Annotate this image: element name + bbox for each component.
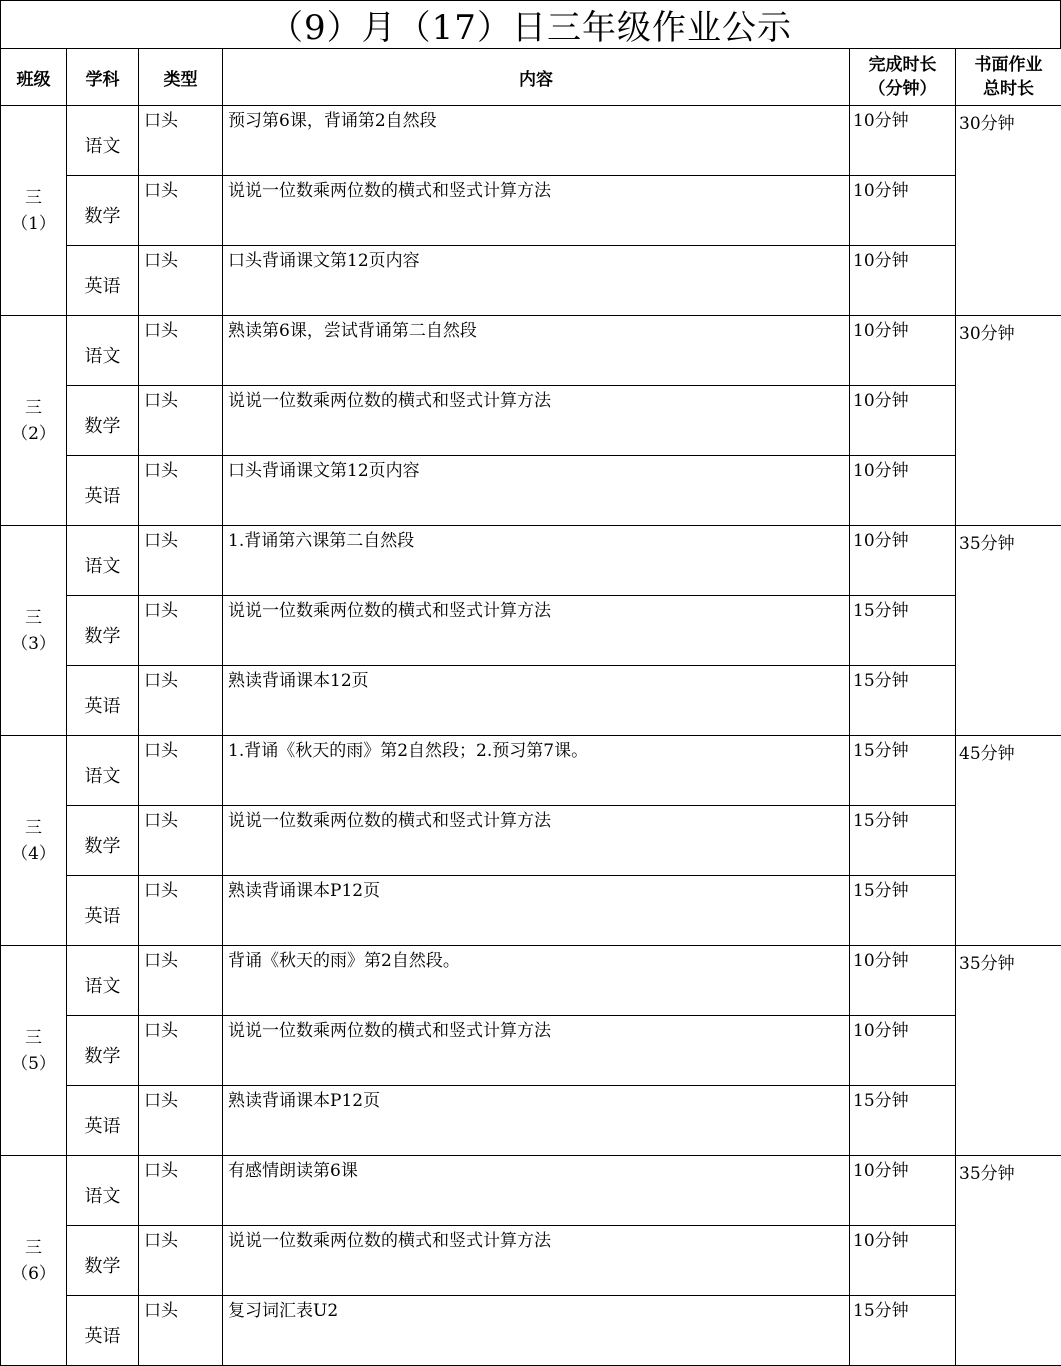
duration-cell: 10分钟 [850, 246, 956, 316]
header-subject: 学科 [67, 49, 139, 106]
subject-cell: 英语 [67, 246, 139, 316]
content-cell: 说说一位数乘两位数的横式和竖式计算方法 [223, 1226, 850, 1296]
header-duration [850, 49, 956, 106]
duration-cell: 15分钟 [850, 876, 956, 946]
type-cell: 口头 [139, 176, 223, 246]
content-cell: 口头背诵课文第12页内容 [223, 246, 850, 316]
table-row [1, 1226, 1061, 1296]
table-row [1, 736, 1061, 806]
duration-cell: 15分钟 [850, 806, 956, 876]
subject-cell: 英语 [67, 456, 139, 526]
content-cell: 背诵《秋天的雨》第2自然段。 [223, 946, 850, 1016]
homework-table [0, 48, 1061, 1366]
content-cell: 复习词汇表U2 [223, 1296, 850, 1366]
class-grade: 三 [1, 815, 66, 841]
table-row [1, 806, 1061, 876]
content-cell: 预习第6课，背诵第2自然段 [223, 106, 850, 176]
type-cell: 口头 [139, 1086, 223, 1156]
type-cell: 口头 [139, 1226, 223, 1296]
subject-cell: 英语 [67, 876, 139, 946]
type-cell: 口头 [139, 806, 223, 876]
subject-cell: 数学 [67, 176, 139, 246]
duration-cell: 10分钟 [850, 1016, 956, 1086]
type-cell: 口头 [139, 1016, 223, 1086]
subject-cell: 数学 [67, 806, 139, 876]
table-row [1, 1016, 1061, 1086]
subject-cell: 数学 [67, 596, 139, 666]
table-row [1, 526, 1061, 596]
total-cell: 35分钟 [956, 526, 1061, 736]
type-cell: 口头 [139, 246, 223, 316]
duration-cell: 10分钟 [850, 106, 956, 176]
subject-cell: 语文 [67, 736, 139, 806]
table-row [1, 1156, 1061, 1226]
header-class: 班级 [1, 49, 67, 106]
class-cell [1, 946, 67, 1156]
duration-cell: 10分钟 [850, 176, 956, 246]
type-cell: 口头 [139, 876, 223, 946]
total-cell: 30分钟 [956, 316, 1061, 526]
table-row [1, 946, 1061, 1016]
duration-cell: 10分钟 [850, 1226, 956, 1296]
class-cell [1, 526, 67, 736]
type-cell: 口头 [139, 526, 223, 596]
header-content: 内容 [223, 49, 850, 106]
subject-cell: 数学 [67, 386, 139, 456]
class-number: （2） [1, 421, 66, 447]
content-cell: 说说一位数乘两位数的横式和竖式计算方法 [223, 176, 850, 246]
header-duration-line2: （分钟） [850, 77, 955, 101]
subject-cell: 语文 [67, 316, 139, 386]
total-cell: 45分钟 [956, 736, 1061, 946]
table-row [1, 176, 1061, 246]
class-cell [1, 106, 67, 316]
header-duration-line1: 完成时长 [850, 53, 955, 77]
table-row [1, 456, 1061, 526]
duration-cell: 10分钟 [850, 946, 956, 1016]
class-grade: 三 [1, 185, 66, 211]
table-row [1, 596, 1061, 666]
class-number: （3） [1, 631, 66, 657]
content-cell: 说说一位数乘两位数的横式和竖式计算方法 [223, 386, 850, 456]
table-row [1, 1086, 1061, 1156]
duration-cell: 10分钟 [850, 1156, 956, 1226]
duration-cell: 15分钟 [850, 736, 956, 806]
class-number: （1） [1, 211, 66, 237]
duration-cell: 15分钟 [850, 1086, 956, 1156]
content-cell: 口头背诵课文第12页内容 [223, 456, 850, 526]
class-cell [1, 316, 67, 526]
subject-cell: 语文 [67, 946, 139, 1016]
subject-cell: 英语 [67, 1296, 139, 1366]
header-total [956, 49, 1061, 106]
table-row [1, 1296, 1061, 1366]
type-cell: 口头 [139, 316, 223, 386]
header-total-line1: 书面作业 [956, 53, 1061, 77]
content-cell: 有感情朗读第6课 [223, 1156, 850, 1226]
class-grade: 三 [1, 1235, 66, 1261]
subject-cell: 数学 [67, 1016, 139, 1086]
subject-cell: 数学 [67, 1226, 139, 1296]
total-cell: 35分钟 [956, 1156, 1061, 1366]
class-number: （4） [1, 841, 66, 867]
content-cell: 说说一位数乘两位数的横式和竖式计算方法 [223, 806, 850, 876]
content-cell: 说说一位数乘两位数的横式和竖式计算方法 [223, 596, 850, 666]
type-cell: 口头 [139, 666, 223, 736]
subject-cell: 英语 [67, 666, 139, 736]
type-cell: 口头 [139, 946, 223, 1016]
subject-cell: 语文 [67, 526, 139, 596]
type-cell: 口头 [139, 106, 223, 176]
content-cell: 1.背诵第六课第二自然段 [223, 526, 850, 596]
page-title: （9）月（17）日三年级作业公示 [0, 0, 1061, 48]
type-cell: 口头 [139, 736, 223, 806]
type-cell: 口头 [139, 456, 223, 526]
duration-cell: 15分钟 [850, 1296, 956, 1366]
table-row [1, 246, 1061, 316]
content-cell: 熟读背诵课本12页 [223, 666, 850, 736]
class-grade: 三 [1, 1025, 66, 1051]
duration-cell: 10分钟 [850, 526, 956, 596]
class-number: （5） [1, 1051, 66, 1077]
subject-cell: 英语 [67, 1086, 139, 1156]
total-cell: 35分钟 [956, 946, 1061, 1156]
duration-cell: 15分钟 [850, 666, 956, 736]
type-cell: 口头 [139, 386, 223, 456]
table-row [1, 316, 1061, 386]
class-grade: 三 [1, 395, 66, 421]
table-row [1, 876, 1061, 946]
class-cell [1, 1156, 67, 1366]
duration-cell: 15分钟 [850, 596, 956, 666]
header-total-line2: 总时长 [956, 77, 1061, 101]
table-row [1, 106, 1061, 176]
class-cell [1, 736, 67, 946]
content-cell: 1.背诵《秋天的雨》第2自然段；2.预习第7课。 [223, 736, 850, 806]
class-number: （6） [1, 1261, 66, 1287]
duration-cell: 10分钟 [850, 316, 956, 386]
type-cell: 口头 [139, 596, 223, 666]
content-cell: 熟读背诵课本P12页 [223, 1086, 850, 1156]
duration-cell: 10分钟 [850, 386, 956, 456]
content-cell: 熟读背诵课本P12页 [223, 876, 850, 946]
type-cell: 口头 [139, 1156, 223, 1226]
subject-cell: 语文 [67, 106, 139, 176]
table-row [1, 386, 1061, 456]
total-cell: 30分钟 [956, 106, 1061, 316]
content-cell: 说说一位数乘两位数的横式和竖式计算方法 [223, 1016, 850, 1086]
duration-cell: 10分钟 [850, 456, 956, 526]
table-row [1, 666, 1061, 736]
content-cell: 熟读第6课，尝试背诵第二自然段 [223, 316, 850, 386]
header-type: 类型 [139, 49, 223, 106]
class-grade: 三 [1, 605, 66, 631]
header-row [1, 49, 1061, 106]
subject-cell: 语文 [67, 1156, 139, 1226]
type-cell: 口头 [139, 1296, 223, 1366]
